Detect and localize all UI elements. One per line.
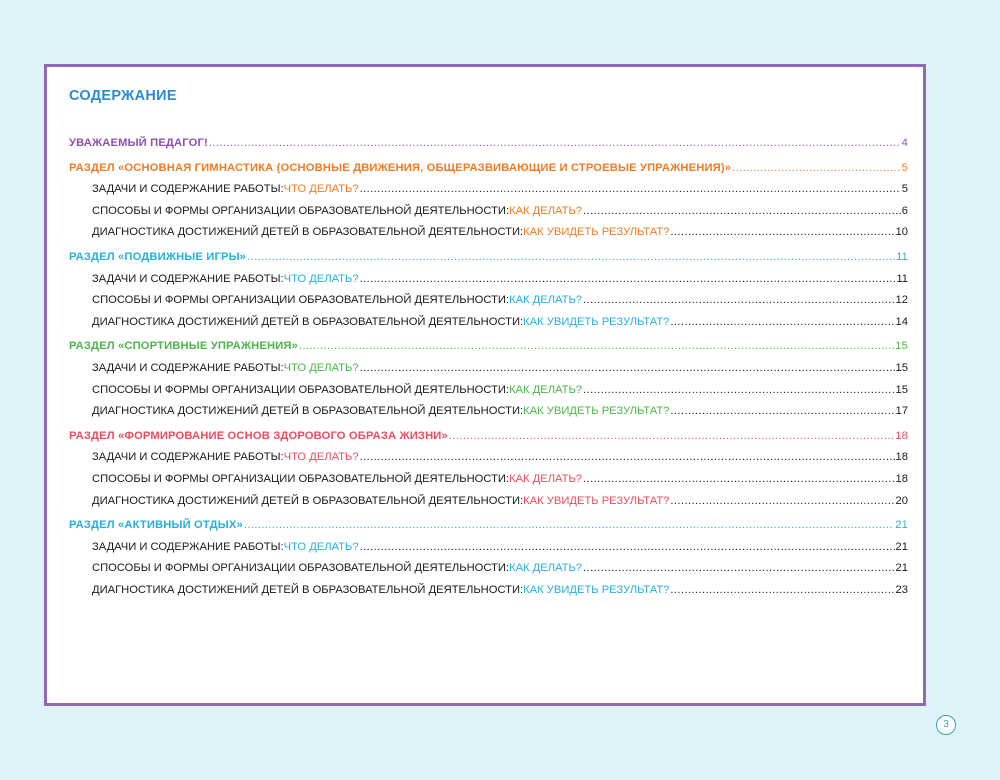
toc-page-number: 18	[895, 472, 908, 485]
toc-page-number: 15	[895, 361, 908, 374]
toc-entry[interactable]	[69, 359, 908, 381]
toc-entry-label: РАЗДЕЛ «ОСНОВНАЯ ГИМНАСТИКА (ОСНОВНЫЕ ДВИЖЕНИЯ, ОБЩЕРАЗВИВАЮЩИЕ И СТРОЕВЫЕ УПРАЖНЕНИЯ)»	[69, 161, 732, 174]
toc-page-number: 4	[901, 137, 908, 149]
toc-page-number: 18	[895, 429, 908, 442]
toc-entry-question: ЧТО ДЕЛАТЬ?	[283, 451, 359, 464]
toc-entry-label: СПОСОБЫ И ФОРМЫ ОРГАНИЗАЦИИ ОБРАЗОВАТЕЛЬНОЙ ДЕЯТЕЛЬНОСТИ:	[92, 383, 510, 396]
dot-leader	[670, 492, 894, 510]
toc-page-number: 21	[895, 519, 908, 532]
toc-entry[interactable]	[69, 470, 908, 492]
toc-entry-label: ДИАГНОСТИКА ДОСТИЖЕНИЙ ДЕТЕЙ В ОБРАЗОВАТЕЛЬНОЙ ДЕЯТЕЛЬНОСТИ:	[92, 583, 524, 596]
dot-leader	[583, 381, 895, 399]
toc-entry-question: КАК ДЕЛАТЬ?	[509, 562, 583, 575]
toc-section-heading[interactable]	[69, 134, 908, 156]
dot-leader	[244, 516, 894, 534]
dot-leader	[209, 134, 901, 152]
toc-page-number: 6	[901, 204, 908, 217]
toc-entry-question: КАК ДЕЛАТЬ?	[509, 383, 583, 396]
toc-entry-question: КАК ДЕЛАТЬ?	[509, 472, 583, 485]
dot-leader	[583, 202, 901, 220]
toc-entry-label: ДИАГНОСТИКА ДОСТИЖЕНИЙ ДЕТЕЙ В ОБРАЗОВАТЕЛЬНОЙ ДЕЯТЕЛЬНОСТИ:	[92, 405, 524, 418]
toc-entry[interactable]	[69, 448, 908, 470]
toc-entry-label: ЗАДАЧИ И СОДЕРЖАНИЕ РАБОТЫ:	[92, 361, 284, 374]
toc-entry-label: ДИАГНОСТИКА ДОСТИЖЕНИЙ ДЕТЕЙ В ОБРАЗОВАТЕЛЬНОЙ ДЕЯТЕЛЬНОСТИ:	[92, 226, 524, 239]
dot-leader	[583, 291, 895, 309]
toc-page-number: 11	[896, 250, 908, 263]
toc-entry-label: ДИАГНОСТИКА ДОСТИЖЕНИЙ ДЕТЕЙ В ОБРАЗОВАТЕЛЬНОЙ ДЕЯТЕЛЬНОСТИ:	[92, 494, 524, 507]
toc-entry-label: УВАЖАЕМЫЙ ПЕДАГОГ!	[69, 137, 208, 149]
toc-entry[interactable]	[69, 538, 908, 560]
page-sheet	[44, 64, 926, 706]
dot-leader	[670, 223, 894, 241]
toc-page-number: 15	[895, 340, 908, 353]
dot-leader	[360, 538, 895, 556]
toc-entry-question: КАК ДЕЛАТЬ?	[509, 204, 583, 217]
toc-page-number: 17	[895, 405, 908, 418]
toc-page-number: 18	[895, 451, 908, 464]
toc-page-number: 20	[895, 494, 908, 507]
toc-entry[interactable]	[69, 180, 908, 202]
toc-entry-question: ЧТО ДЕЛАТЬ?	[283, 540, 359, 553]
page-number: 3	[936, 715, 956, 735]
toc-entry[interactable]	[69, 559, 908, 581]
toc-entry[interactable]	[69, 402, 908, 424]
toc-section-heading[interactable]	[69, 248, 908, 270]
dot-leader	[360, 180, 901, 198]
toc-entry[interactable]	[69, 223, 908, 245]
dot-leader	[583, 559, 895, 577]
toc-entry-label: РАЗДЕЛ «СПОРТИВНЫЕ УПРАЖНЕНИЯ»	[69, 340, 298, 353]
toc-section-heading[interactable]	[69, 427, 908, 449]
toc-entry-label: ЗАДАЧИ И СОДЕРЖАНИЕ РАБОТЫ:	[92, 183, 284, 196]
dot-leader	[299, 337, 894, 355]
toc-entry[interactable]	[69, 270, 908, 292]
toc-entry-label: СПОСОБЫ И ФОРМЫ ОРГАНИЗАЦИИ ОБРАЗОВАТЕЛЬНОЙ ДЕЯТЕЛЬНОСТИ:	[92, 472, 510, 485]
toc-entry-question: КАК УВИДЕТЬ РЕЗУЛЬТАТ?	[523, 405, 670, 418]
toc-page-number: 12	[895, 294, 908, 307]
toc-entry-label: РАЗДЕЛ «ФОРМИРОВАНИЕ ОСНОВ ЗДОРОВОГО ОБРАЗА ЖИЗНИ»	[69, 429, 448, 442]
dot-leader	[670, 402, 894, 420]
dot-leader	[360, 359, 895, 377]
toc-page-number: 5	[901, 161, 908, 174]
toc-entry-label: ДИАГНОСТИКА ДОСТИЖЕНИЙ ДЕТЕЙ В ОБРАЗОВАТЕЛЬНОЙ ДЕЯТЕЛЬНОСТИ:	[92, 315, 524, 328]
toc-entry[interactable]	[69, 291, 908, 313]
toc-entry-question: ЧТО ДЕЛАТЬ?	[283, 183, 359, 196]
toc-page-number: 23	[895, 583, 908, 596]
dot-leader	[360, 448, 895, 466]
toc-entry-question: КАК ДЕЛАТЬ?	[509, 294, 583, 307]
toc-page-number: 10	[895, 226, 908, 239]
toc-entry-label: СПОСОБЫ И ФОРМЫ ОРГАНИЗАЦИИ ОБРАЗОВАТЕЛЬНОЙ ДЕЯТЕЛЬНОСТИ:	[92, 294, 510, 307]
toc-page-number: 5	[901, 183, 908, 196]
toc-section-heading[interactable]	[69, 159, 908, 181]
toc-entry-label: ЗАДАЧИ И СОДЕРЖАНИЕ РАБОТЫ:	[92, 451, 284, 464]
toc-entry-label: РАЗДЕЛ «АКТИВНЫЙ ОТДЫХ»	[69, 519, 243, 532]
dot-leader	[670, 313, 894, 331]
toc-entry-question: ЧТО ДЕЛАТЬ?	[283, 272, 359, 285]
table-of-contents	[69, 134, 908, 602]
dot-leader	[449, 427, 894, 445]
toc-entry-question: ЧТО ДЕЛАТЬ?	[283, 361, 359, 374]
toc-section-heading[interactable]	[69, 337, 908, 359]
toc-entry[interactable]	[69, 381, 908, 403]
toc-entry[interactable]	[69, 581, 908, 603]
toc-entry[interactable]	[69, 313, 908, 335]
toc-entry[interactable]	[69, 202, 908, 224]
toc-entry-label: РАЗДЕЛ «ПОДВИЖНЫЕ ИГРЫ»	[69, 250, 247, 263]
page-title: СОДЕРЖАНИЕ	[69, 88, 177, 104]
toc-entry-question: КАК УВИДЕТЬ РЕЗУЛЬТАТ?	[523, 583, 670, 596]
dot-leader	[247, 248, 895, 266]
toc-entry-label: ЗАДАЧИ И СОДЕРЖАНИЕ РАБОТЫ:	[92, 272, 284, 285]
dot-leader	[732, 159, 901, 177]
toc-page-number: 11	[896, 272, 908, 285]
toc-entry-question: КАК УВИДЕТЬ РЕЗУЛЬТАТ?	[523, 315, 670, 328]
toc-page-number: 21	[895, 540, 908, 553]
toc-page-number: 15	[895, 383, 908, 396]
toc-entry-label: ЗАДАЧИ И СОДЕРЖАНИЕ РАБОТЫ:	[92, 540, 284, 553]
toc-entry-label: СПОСОБЫ И ФОРМЫ ОРГАНИЗАЦИИ ОБРАЗОВАТЕЛЬНОЙ ДЕЯТЕЛЬНОСТИ:	[92, 204, 510, 217]
toc-entry-question: КАК УВИДЕТЬ РЕЗУЛЬТАТ?	[523, 494, 670, 507]
toc-entry[interactable]	[69, 492, 908, 514]
toc-section-heading[interactable]	[69, 516, 908, 538]
dot-leader	[583, 470, 895, 488]
toc-entry-question: КАК УВИДЕТЬ РЕЗУЛЬТАТ?	[523, 226, 670, 239]
toc-entry-label: СПОСОБЫ И ФОРМЫ ОРГАНИЗАЦИИ ОБРАЗОВАТЕЛЬНОЙ ДЕЯТЕЛЬНОСТИ:	[92, 562, 510, 575]
dot-leader	[670, 581, 894, 599]
dot-leader	[360, 270, 896, 288]
toc-page-number: 21	[895, 562, 908, 575]
toc-page-number: 14	[895, 315, 908, 328]
